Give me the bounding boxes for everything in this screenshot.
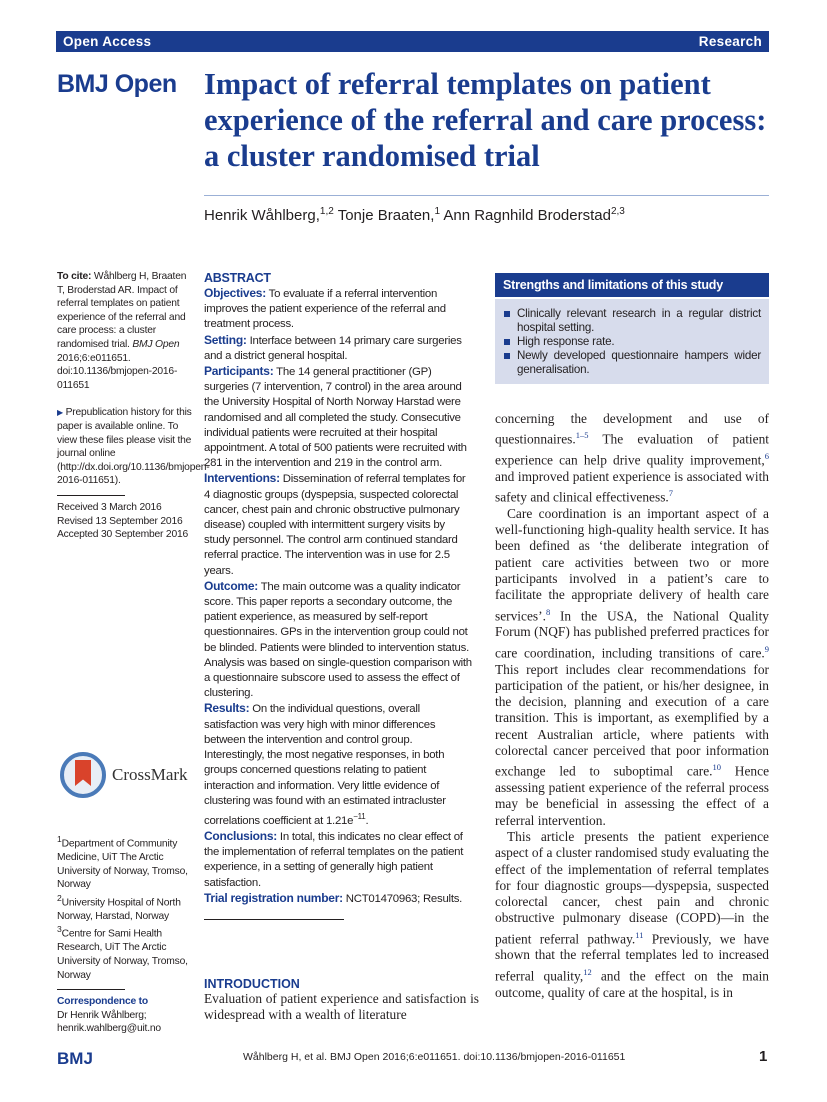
text-run: The evaluation of patient experience can help drive quality improvement, <box>495 431 769 468</box>
page-number: 1 <box>759 1048 768 1065</box>
box-item: Clinically relevant research in a regular district hospital setting. <box>503 307 761 335</box>
article-title: Impact of referral templates on patient experience of the referral and care process: a cluster randomised trial <box>204 67 767 173</box>
text-run: In the USA, the National Quality Forum (NQF) has published preferred practices for care coordination, including transitions of care. <box>495 608 769 661</box>
author-list <box>204 206 625 224</box>
title-divider <box>204 195 769 196</box>
section-text: The 14 general practitioner (GP) surgeries (7 intervention, 7 control) in the area around the University Hospital of North Norway Harstad were randomised and all completed the study. Consecutive individual patients were recruited at their hospital appointment. A total of 500 patients were recruited with 281 in the intervention and 219 in the control arm. <box>204 366 467 470</box>
reference-link[interactable]: 8 <box>545 606 551 617</box>
abstract-section <box>204 286 472 333</box>
section-text: In total, this indicates no clear effect of the implementation of referral templates on the patient experience, in a setting of generally high patient satisfaction. <box>204 830 464 889</box>
text-run: This report includes clear recommendations for participation of the patient, or his/her designee, in the decision, planning and execution of a care transition. This is important, as exemplified by a recent Australian article, where patients with colorectal cancer perceived that poor information exchange led to suboptimal care. <box>495 661 769 779</box>
section-text: Dissemination of referral templates for 4 diagnostic groups (dyspepsia, suspected colorectal cancer, chest pain and chronic obstructive pulmonary disease) coupled with intermittent surgery visits by study personnel. The control arm continued standard referral practice. The intervention was in use for 2.5 years. <box>204 473 466 577</box>
introduction-heading: INTRODUCTION <box>204 977 300 991</box>
section-text: Interface between 14 primary care surgeries and a district general hospital. <box>204 334 462 362</box>
abstract-section <box>204 579 472 702</box>
text-run: concerning the development and use of questionnaires. <box>495 411 769 447</box>
section-label: Results: <box>204 701 250 716</box>
section-label: Objectives: <box>204 286 266 300</box>
text-run: and the effect on the main outcome, quality of care at the hospital, is in <box>495 968 770 1000</box>
citation-info <box>57 270 210 542</box>
correspondence-name: Dr Henrik Wåhlberg; <box>57 1009 147 1021</box>
reference-link[interactable]: 1–5 <box>575 430 589 441</box>
bmj-logo: BMJ <box>57 1049 93 1068</box>
affiliation-ref: 1 <box>434 206 440 217</box>
divider <box>57 495 125 496</box>
section-label: Interventions: <box>204 471 280 486</box>
introduction <box>204 977 479 1024</box>
section-label: Trial registration number: <box>204 890 343 905</box>
aff-text: University Hospital of North Norway, Harstad, Norway <box>57 897 181 922</box>
arrow-icon: ▶ <box>57 408 63 418</box>
section-text: NCT01470963; Results. <box>342 892 463 905</box>
paragraph <box>495 829 769 1001</box>
abstract-section <box>204 701 472 828</box>
section-text: The main outcome was a quality indicator score. This paper reports a secondary outcome, the patient experience, as measured by self-report questionnaires. GPs in the intervention group could not be blinded. Patients were blinded to intervention status. Analysis was based on single-question comparison with a questionnaire subscore used to assess the effect of clustering. <box>204 580 472 700</box>
aff-text: Department of Community Medicine, UiT The Arctic University of Norway, Tromso, Norway <box>57 838 188 891</box>
text-run: Care coordination is an important aspect of a well-functioning high-quality health service. It has been defined as ‘the deliberate integration of patient care activities between two or more participants involved in a patient’s care to facilitate the appropriate delivery of health care services’. <box>495 505 769 624</box>
abstract-section <box>204 333 472 364</box>
body-text <box>495 411 769 1001</box>
affiliation <box>57 892 192 924</box>
open-access-label: Open Access <box>63 34 152 49</box>
crossmark-badge[interactable] <box>60 752 188 798</box>
text-run: and improved patient experience is associated with safety and clinical effectiveness. <box>495 468 769 505</box>
received-date: Received 3 March 2016 <box>57 501 162 513</box>
accepted-date: Accepted 30 September 2016 <box>57 529 189 541</box>
paragraph <box>495 411 769 506</box>
cite-block <box>57 270 192 392</box>
reference-link[interactable]: 6 <box>764 451 769 462</box>
correspondence-label: Correspondence to <box>57 996 149 1008</box>
section-text: . <box>365 814 369 827</box>
text-run: This article presents the patient experience aspect of a cluster randomised study evaluating the effect of the implementation of referral templates for four diagnostic groups—dyspepsia, suspected colorectal cancer, chest pain and chronic obstructive pulmonary disease (COPD)—in the patient referral pathway. <box>495 828 769 947</box>
author: Ann Ragnhild Broderstad <box>443 207 611 224</box>
crossmark-icon <box>60 752 106 798</box>
section-label: Setting: <box>204 332 247 347</box>
section-label: Research <box>698 34 762 49</box>
abstract-heading: ABSTRACT <box>204 271 271 285</box>
abstract <box>204 271 472 920</box>
reference-link[interactable]: 9 <box>764 643 769 654</box>
footer-citation: Wåhlberg H, et al. BMJ Open 2016;6:e011651. doi:10.1136/bmjopen-2016-011651 <box>243 1051 626 1063</box>
cite-doi: 2016;6:e011651. doi:10.1136/bmjopen-2016-011651 <box>57 352 178 391</box>
divider <box>204 919 344 920</box>
strengths-limitations-box <box>495 273 769 384</box>
section-label: Conclusions: <box>204 828 278 843</box>
superscript: −11 <box>353 811 366 821</box>
cite-text: Wåhlberg H, Braaten T, Broderstad AR. Impact of referral templates on patient experience of the referral and care process: a cluster randomised trial. <box>57 271 187 350</box>
abstract-section <box>204 471 472 578</box>
aff-num: 3 <box>57 924 62 935</box>
correspondence-email[interactable]: henrik.wahlberg@uit.no <box>57 1023 161 1035</box>
aff-num: 1 <box>57 834 62 844</box>
header-bar <box>56 31 769 52</box>
aff-text: Centre for Sami Health Research, UiT The Arctic University of Norway, Tromso, Norway <box>57 928 188 981</box>
author: Tonje Braaten, <box>337 207 435 224</box>
reference-link[interactable]: 12 <box>583 966 592 977</box>
paragraph <box>495 506 769 829</box>
section-text: To evaluate if a referral intervention improves the patient experience of the referral and treatment process. <box>204 288 446 331</box>
cite-journal: BMJ Open <box>132 338 180 350</box>
affiliation <box>57 923 192 982</box>
box-item: Newly developed questionnaire hampers wider generalisation. <box>503 349 761 377</box>
abstract-section <box>204 364 472 471</box>
prepub-note <box>57 406 210 488</box>
reference-link[interactable]: 10 <box>712 762 722 773</box>
cite-label: To cite: <box>57 271 92 282</box>
crossmark-label: CrossMark <box>112 765 188 784</box>
prepub-text[interactable]: Prepublication history for this paper is available online. To view these files please visit the journal online (http://dx.doi.org/10.1136/bmjopen-2016-011651). <box>57 407 210 487</box>
box-item: High response rate. <box>503 335 761 349</box>
abstract-section <box>204 891 472 907</box>
reference-link[interactable]: 11 <box>635 929 644 940</box>
box-heading: Strengths and limitations of this study <box>495 273 769 297</box>
reference-link[interactable]: 7 <box>668 488 674 499</box>
text-run: Previously, we have shown that the referral templates led to increased referral quality, <box>495 931 769 984</box>
introduction-text: Evaluation of patient experience and satisfaction is widespread with a wealth of literature <box>204 991 479 1023</box>
affiliation <box>57 833 192 892</box>
section-text: On the individual questions, overall satisfaction was very high with minor differences between the intervention and control group. Interestingly, the most negative responses, in both groups concerned questions relating to patient interaction and information. Very little evidence of clustering was found with an estimated intracluster correlations coefficient at 1.21e <box>204 703 446 827</box>
affiliations <box>57 833 192 1036</box>
aff-num: 2 <box>57 892 62 903</box>
divider <box>57 989 125 990</box>
section-label: Outcome: <box>204 578 259 593</box>
author: Henrik Wåhlberg, <box>204 207 320 224</box>
abstract-section <box>204 829 472 891</box>
affiliation-ref: 2,3 <box>610 206 625 217</box>
text-run: Hence assessing patient experience of the referral process may be beneficial in assessing the effect of a referral intervention. <box>495 763 770 828</box>
affiliation-ref: 1,2 <box>319 206 334 217</box>
journal-logo: BMJ Open <box>57 70 177 98</box>
section-label: Participants: <box>204 364 274 379</box>
revised-date: Revised 13 September 2016 <box>57 515 183 527</box>
